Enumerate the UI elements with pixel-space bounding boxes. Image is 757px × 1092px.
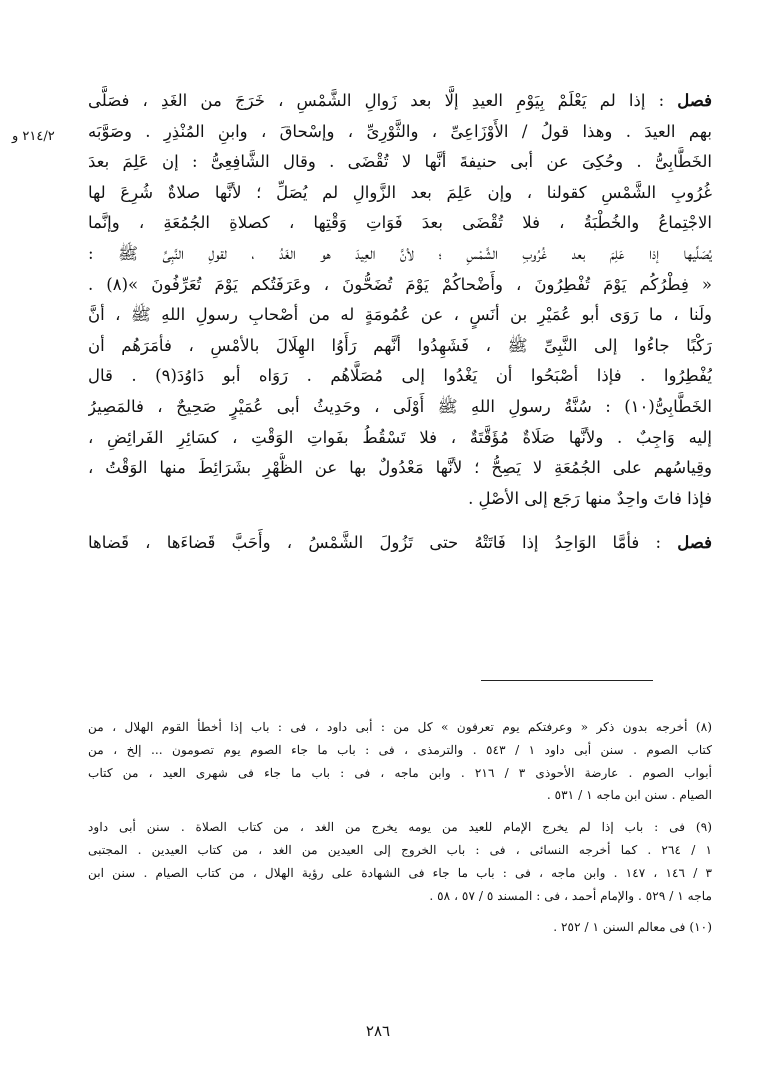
text-line: إليه وَاجِبٌ . ولأنَّها صَلَاةٌ مُؤَقَّتَةٌ ، فلا تَسْقُطُ بفَواتِ الوَقْتِ ، كسَائِرِ الفَرائِضِ ، (88, 427, 712, 447)
footnote-line: أبواب الصوم . عارضة الأحوذى ٣ / ٢١٦ . وابن ماجه ، فى : باب ما جاء فى شهرى العيد ، من كتاب (88, 765, 712, 780)
footnote (88, 816, 712, 907)
text-line: وقِياسُهم على الجُمُعَةِ لا يَصِحُّ ؛ لأنَّها مَعْدُولٌ بها عن الظُّهْرِ بشَرَائِطَ منها الوَقْتُ ، (88, 458, 712, 478)
footnote-line: ماجه ١ / ٥٢٩ . والإمام أحمد ، فى : المسند ٥ / ٥٧ ، ٥٨ . (429, 888, 712, 903)
text-line: الاجْتِماعُ والخُطْبَةُ ، فلا تُقْضَى بعدَ فَوَاتِ وَقْتِها ، كصلاةِ الجُمُعَةِ ، وإنَّما (88, 213, 712, 233)
footnote-line: (٩) فى : باب إذا لم يخرج الإمام للعيد من يومه يخرج من الغد ، من كتاب الصلاة . سنن أبى داود (88, 820, 712, 835)
section-heading: فصل (677, 533, 712, 553)
text-line: رَكْبًا جاءُوا إلى النَّبِىِّ ﷺ ، فَشَهِدُوا أنَّهم رَأَوُا الهِلَالَ بالأمْسِ ، فأمَرَهُم أن (88, 335, 712, 355)
footnote-line: (١٠) فى معالم السنن ١ / ٢٥٢ . (553, 920, 712, 935)
text-line: الخَطَّابِىُّ(١٠) : سُنَّةُ رسولِ اللهِ ﷺ أَوْلَى ، وحَدِيثُ أبى عُمَيْرٍ صَحِيحٌ ، فالمَصِيرُ (88, 396, 712, 416)
text-line: يُصَلِّيها إذا عَلِمَ بعد غُرُوبِ الشَّمْسِ ؛ لأنَّ العِيدَ هو الغَدُ ، لقولِ النَّبِىِّ ﷺ : (88, 243, 712, 263)
text-line: بهم العيدَ . وهذا قولُ / الأَوْزَاعِىِّ ، والثَّوْرِىِّ ، وإسْحاقَ ، وابنِ المُنْذِرِ . وصَوَّبَه (88, 121, 712, 141)
text-line: ولَنا ، ما رَوَى أبو عُمَيْرِ بن أنَسٍ ، عن عُمُومَةٍ له من أصْحابِ رسولِ اللهِ ﷺ ، أنَّ (88, 305, 712, 325)
footnote-line: ١ / ٢٦٤ . كما أخرجه النسائى ، فى : باب الخروج إلى العيدين من الغد ، من كتاب العيدين . المجتبى (88, 842, 712, 857)
text-line: غُرُوبِ الشَّمْسِ كقولنا ، وإن عَلِمَ بعد الزَّوالِ لم يُصَلِّ ؛ لأنَّها صلاةٌ شُرِعَ لها (88, 182, 712, 202)
text-line: فصل : فأمَّا الوَاحِدُ إذا فَاتَتْهُ حتى تَزُولَ الشَّمْسُ ، وأَحَبَّ قَضاءَها ، قَضاها (88, 533, 712, 553)
text-line: « فِطْرُكُم يَوْمَ تُفْطِرُونَ ، وأَضْحاكُمْ يَوْمَ تُضَحُّونَ ، وعَرَفَتُكم يَوْمَ تُعَرِّفُونَ »(٨) . (88, 274, 712, 294)
text-line: فصل : إذا لم يَعْلَمْ بِيَوْمِ العيدِ إلَّا بعد زَوالِ الشَّمْسِ ، خَرَجَ من الغَدِ ، فصَلَّى (88, 91, 712, 110)
footnote-line: كتاب الصوم . سنن أبى داود ١ / ٥٤٣ . والترمذى ، فى : باب ما جاء الصوم يوم تصومون ... إلخ ، من (88, 742, 712, 757)
footnote (88, 716, 712, 807)
section-heading: فصل (677, 91, 712, 110)
footnote (88, 916, 712, 939)
footnote-separator (481, 680, 653, 681)
text-line: الخَطَّابِىُّ . وحُكِىَ عن أبى حنيفةَ أنَّها لا تُقْضَى . وقال الشَّافِعِىُّ : إن عَلِمَ بعدَ (88, 152, 712, 172)
main-text (88, 86, 712, 559)
footnote-line: (٨) أخرجه بدون ذكر « وعرفتكم يوم تعرفون » كل من : أبى داود ، فى : باب إذا أخطأ القوم الهلال ، من (88, 720, 712, 734)
footnote-line: الصيام . سنن ابن ماجه ١ / ٥٣١ . (546, 788, 712, 803)
footnotes (88, 716, 712, 948)
page-number: ٢٨٦ (365, 1022, 391, 1040)
margin-reference: ٢١٤/٢ و (12, 129, 55, 144)
footnote-line: ٣ / ١٤٦ ، ١٤٧ . وابن ماجه ، فى : باب ما جاء فى الشهادة على رؤية الهلال ، من كتاب الصيام . سنن ابن (88, 865, 712, 880)
text-line: فإذا فاتَ واحِدٌ منها رَجَع إلى الأصْلِ . (468, 488, 712, 508)
text-line: يُفْطِرُوا . فإذا أصْبَحُوا أن يَغْدُوا إلى مُصَلَّاهُم . رَوَاه أبو دَاوُدَ(٩) . قال (88, 366, 712, 386)
